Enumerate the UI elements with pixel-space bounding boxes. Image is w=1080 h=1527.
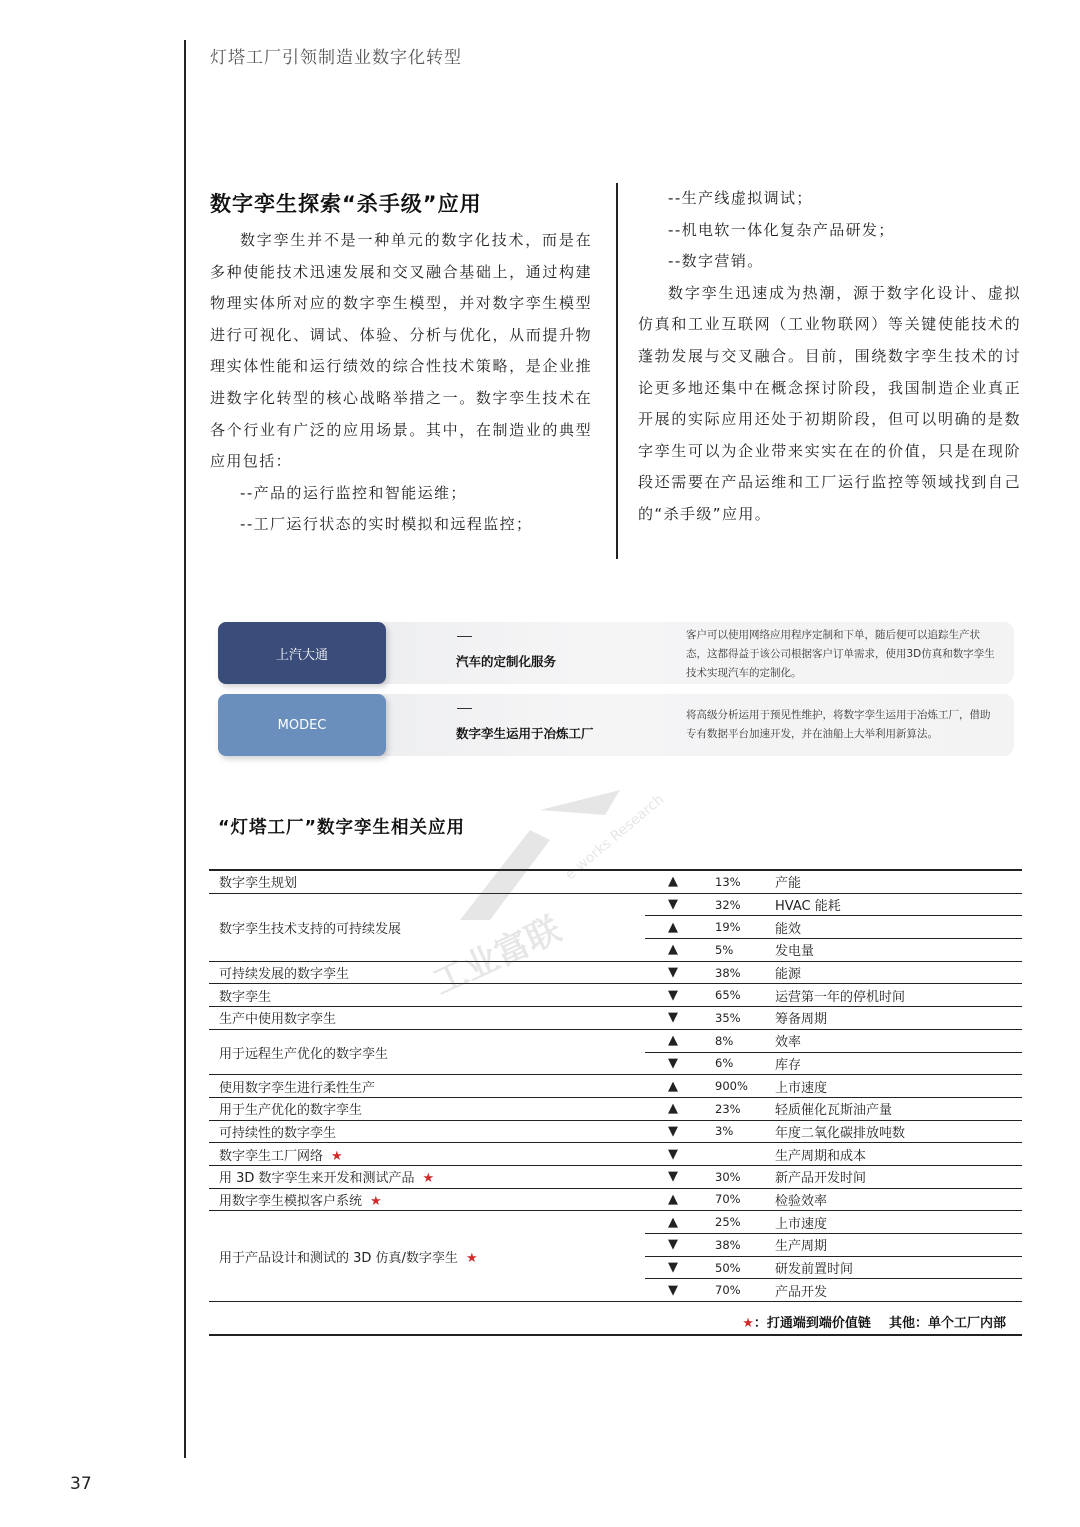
direction-arrow-icon: ▲ xyxy=(645,1188,701,1211)
application-cell xyxy=(209,1097,645,1120)
direction-arrow-icon: ▼ xyxy=(645,984,701,1007)
table-row xyxy=(209,1165,1022,1188)
metric-indicator: 产能 xyxy=(771,870,1022,893)
case-title: 汽车的定制化服务 xyxy=(456,654,557,669)
list-item: --生产线虚拟调试； xyxy=(668,189,813,207)
direction-arrow-icon: ▲ xyxy=(645,1211,701,1234)
direction-arrow-icon: ▲ xyxy=(645,1075,701,1098)
table-row xyxy=(209,1120,1022,1143)
star-icon: ★ xyxy=(742,1316,754,1331)
applications-table xyxy=(209,869,1022,1302)
application-cell xyxy=(209,1165,645,1188)
application-name: 用于生产优化的数字孪生 xyxy=(219,1103,363,1119)
application-cell xyxy=(209,961,645,984)
metric-value: 25% xyxy=(701,1211,771,1234)
table-row xyxy=(209,1211,1022,1234)
direction-arrow-icon: ▼ xyxy=(645,1143,701,1166)
column-divider xyxy=(616,183,618,559)
application-name: 数字孪生技术支持的可持续发展 xyxy=(219,921,402,937)
direction-arrow-icon: ▼ xyxy=(645,1007,701,1030)
table-row xyxy=(209,984,1022,1007)
list-item: --机电软一体化复杂产品研发； xyxy=(668,220,895,239)
application-name: 用 3D 数字孪生来开发和测试产品 xyxy=(219,1171,415,1187)
application-cell xyxy=(209,1029,645,1074)
application-name: 用于产品设计和测试的 3D 仿真/数字孪生 xyxy=(219,1250,458,1266)
metric-indicator: 上市速度 xyxy=(771,1075,1022,1098)
metric-value: 65% xyxy=(701,984,771,1007)
metric-value: 50% xyxy=(701,1256,771,1279)
application-name: 用数字孪生模拟客户系统 xyxy=(219,1193,363,1209)
metric-indicator: 检验效率 xyxy=(771,1188,1022,1211)
metric-indicator: 效率 xyxy=(771,1029,1022,1052)
metric-value: 38% xyxy=(701,961,771,984)
metric-indicator: 上市速度 xyxy=(771,1211,1022,1234)
company-badge: 上汽大通 xyxy=(218,622,386,684)
application-cell xyxy=(209,1188,645,1211)
direction-arrow-icon: ▼ xyxy=(645,961,701,984)
conclusion-paragraph: 数字孪生迅速成为热潮，源于数字化设计、虚拟仿真和工业互联网（工业物联网）等关键使能技术的蓬勃发展与交叉融合。目前，围绕数字孪生技术的讨论更多地还集中在概念探讨阶段，我国制造企业真正开展的实际应用还处于初期阶段，但可以明确的是数字孪生可以为企业带来实实在在的价值，只是在现阶段还需要在产品运维和工厂运行监控等领域找到自己的“杀手级”应用。 xyxy=(638,283,1021,523)
application-name: 可持续性的数字孪生 xyxy=(219,1125,337,1141)
application-cell xyxy=(209,1075,645,1098)
table-row xyxy=(209,1029,1022,1052)
metric-indicator: 能效 xyxy=(771,916,1022,939)
direction-arrow-icon: ▲ xyxy=(645,870,701,893)
metric-value: 6% xyxy=(701,1052,771,1075)
direction-arrow-icon: ▼ xyxy=(645,1234,701,1257)
table-row xyxy=(209,1075,1022,1098)
application-cell xyxy=(209,893,645,961)
case-dash xyxy=(457,708,472,709)
direction-arrow-icon: ▲ xyxy=(645,1097,701,1120)
company-badge: MODEC xyxy=(218,694,386,756)
intro-paragraph: 数字孪生并不是一种单元的数字化技术，而是在多种使能技术迅速发展和交叉融合基础上，通过构建物理实体所对应的数字孪生模型，并对数字孪生模型进行可视化、调试、体验、分析与优化，从而提升物理实体性能和运行绩效的综合性技术策略，是企业推进数字化转型的核心战略举措之一。数字孪生技术在各个行业有广泛的应用场景。其中，在制造业的典型应用包括： xyxy=(210,231,592,471)
case-card xyxy=(218,694,1014,756)
metric-indicator: 运营第一年的停机时间 xyxy=(771,984,1022,1007)
direction-arrow-icon: ▼ xyxy=(645,1120,701,1143)
star-icon: ★ xyxy=(465,1250,478,1266)
metric-value: 900% xyxy=(701,1075,771,1098)
direction-arrow-icon: ▼ xyxy=(645,1165,701,1188)
metric-indicator: 能源 xyxy=(771,961,1022,984)
table-row xyxy=(209,961,1022,984)
table-row xyxy=(209,1143,1022,1166)
legend-other-text: 其他：单个工厂内部 xyxy=(888,1316,1006,1331)
metric-indicator: 产品开发 xyxy=(771,1279,1022,1302)
case-description: 客户可以使用网络应用程序定制和下单，随后便可以追踪生产状态，这都得益于该公司根据客户订单需求，使用3D仿真和数字孪生技术实现汽车的定制化。 xyxy=(686,629,995,679)
metric-value: 3% xyxy=(701,1120,771,1143)
metric-value: 19% xyxy=(701,916,771,939)
metric-value: 70% xyxy=(701,1188,771,1211)
metric-indicator: 库存 xyxy=(771,1052,1022,1075)
application-cell xyxy=(209,1007,645,1030)
metric-value: 70% xyxy=(701,1279,771,1302)
application-cell xyxy=(209,984,645,1007)
case-dash xyxy=(457,636,472,637)
metric-value: 38% xyxy=(701,1234,771,1257)
table-row xyxy=(209,893,1022,916)
table-row xyxy=(209,1188,1022,1211)
direction-arrow-icon: ▼ xyxy=(645,893,701,916)
metric-value: 30% xyxy=(701,1165,771,1188)
direction-arrow-icon: ▼ xyxy=(645,1279,701,1302)
star-icon: ★ xyxy=(370,1193,382,1209)
table-row xyxy=(209,1097,1022,1120)
table-legend xyxy=(209,1310,1022,1336)
legend-star-text: ：打通端到端价值链 xyxy=(753,1316,871,1331)
metric-value: 35% xyxy=(701,1007,771,1030)
metric-indicator: HVAC 能耗 xyxy=(771,893,1022,916)
direction-arrow-icon: ▼ xyxy=(645,1256,701,1279)
direction-arrow-icon: ▼ xyxy=(645,1052,701,1075)
metric-indicator: 生产周期和成本 xyxy=(771,1143,1022,1166)
metric-indicator: 轻质催化瓦斯油产量 xyxy=(771,1097,1022,1120)
table-title: “灯塔工厂”数字孪生相关应用 xyxy=(218,818,466,838)
direction-arrow-icon: ▲ xyxy=(645,1029,701,1052)
page-vertical-rule xyxy=(184,40,186,1458)
application-cell xyxy=(209,1120,645,1143)
application-cell xyxy=(209,1211,645,1302)
metric-value: 23% xyxy=(701,1097,771,1120)
application-name: 数字孪生规划 xyxy=(219,876,298,892)
direction-arrow-icon: ▲ xyxy=(645,939,701,962)
metric-indicator: 生产周期 xyxy=(771,1234,1022,1257)
list-item: --产品的运行监控和智能运维； xyxy=(240,483,467,502)
list-item: --数字营销。 xyxy=(668,252,764,271)
application-name: 生产中使用数字孪生 xyxy=(219,1012,337,1028)
metric-value: 13% xyxy=(701,870,771,893)
list-item: --工厂运行状态的实时模拟和远程监控； xyxy=(240,515,533,534)
running-header: 灯塔工厂引领制造业数字化转型 xyxy=(210,48,462,68)
metric-value: 8% xyxy=(701,1029,771,1052)
application-name: 数字孪生工厂网络 xyxy=(219,1148,324,1164)
case-card xyxy=(218,622,1014,684)
metric-value: 32% xyxy=(701,893,771,916)
application-name: 数字孪生 xyxy=(219,989,272,1005)
application-name: 可持续发展的数字孪生 xyxy=(219,967,350,983)
case-title: 数字孪生运用于冶炼工厂 xyxy=(456,726,594,741)
metric-value xyxy=(701,1143,771,1166)
table-row xyxy=(209,1007,1022,1030)
metric-indicator: 年度二氧化碳排放吨数 xyxy=(771,1120,1022,1143)
left-column xyxy=(210,225,592,541)
application-name: 使用数字孪生进行柔性生产 xyxy=(219,1080,376,1096)
metric-value: 5% xyxy=(701,939,771,962)
watermark-brand: 工业富联 xyxy=(426,909,568,1004)
application-name: 用于远程生产优化的数字孪生 xyxy=(219,1046,389,1062)
star-icon: ★ xyxy=(422,1171,435,1187)
page-number: 37 xyxy=(70,1474,92,1494)
metric-indicator: 发电量 xyxy=(771,939,1022,962)
table-row xyxy=(209,870,1022,893)
watermark-text: e-works Research xyxy=(562,791,668,884)
application-cell xyxy=(209,1143,645,1166)
metric-indicator: 筹备周期 xyxy=(771,1007,1022,1030)
star-icon: ★ xyxy=(331,1148,343,1164)
metric-indicator: 研发前置时间 xyxy=(771,1256,1022,1279)
application-cell xyxy=(209,870,645,893)
case-description: 将高级分析运用于预见性维护，将数字孪生运用于冶炼工厂，借助专有数据平台加速开发，并在油船上大举利用新算法。 xyxy=(686,709,991,740)
section-title: 数字孪生探索“杀手级”应用 xyxy=(210,192,482,216)
direction-arrow-icon: ▲ xyxy=(645,916,701,939)
metric-indicator: 新产品开发时间 xyxy=(771,1165,1022,1188)
right-column xyxy=(638,183,1021,531)
